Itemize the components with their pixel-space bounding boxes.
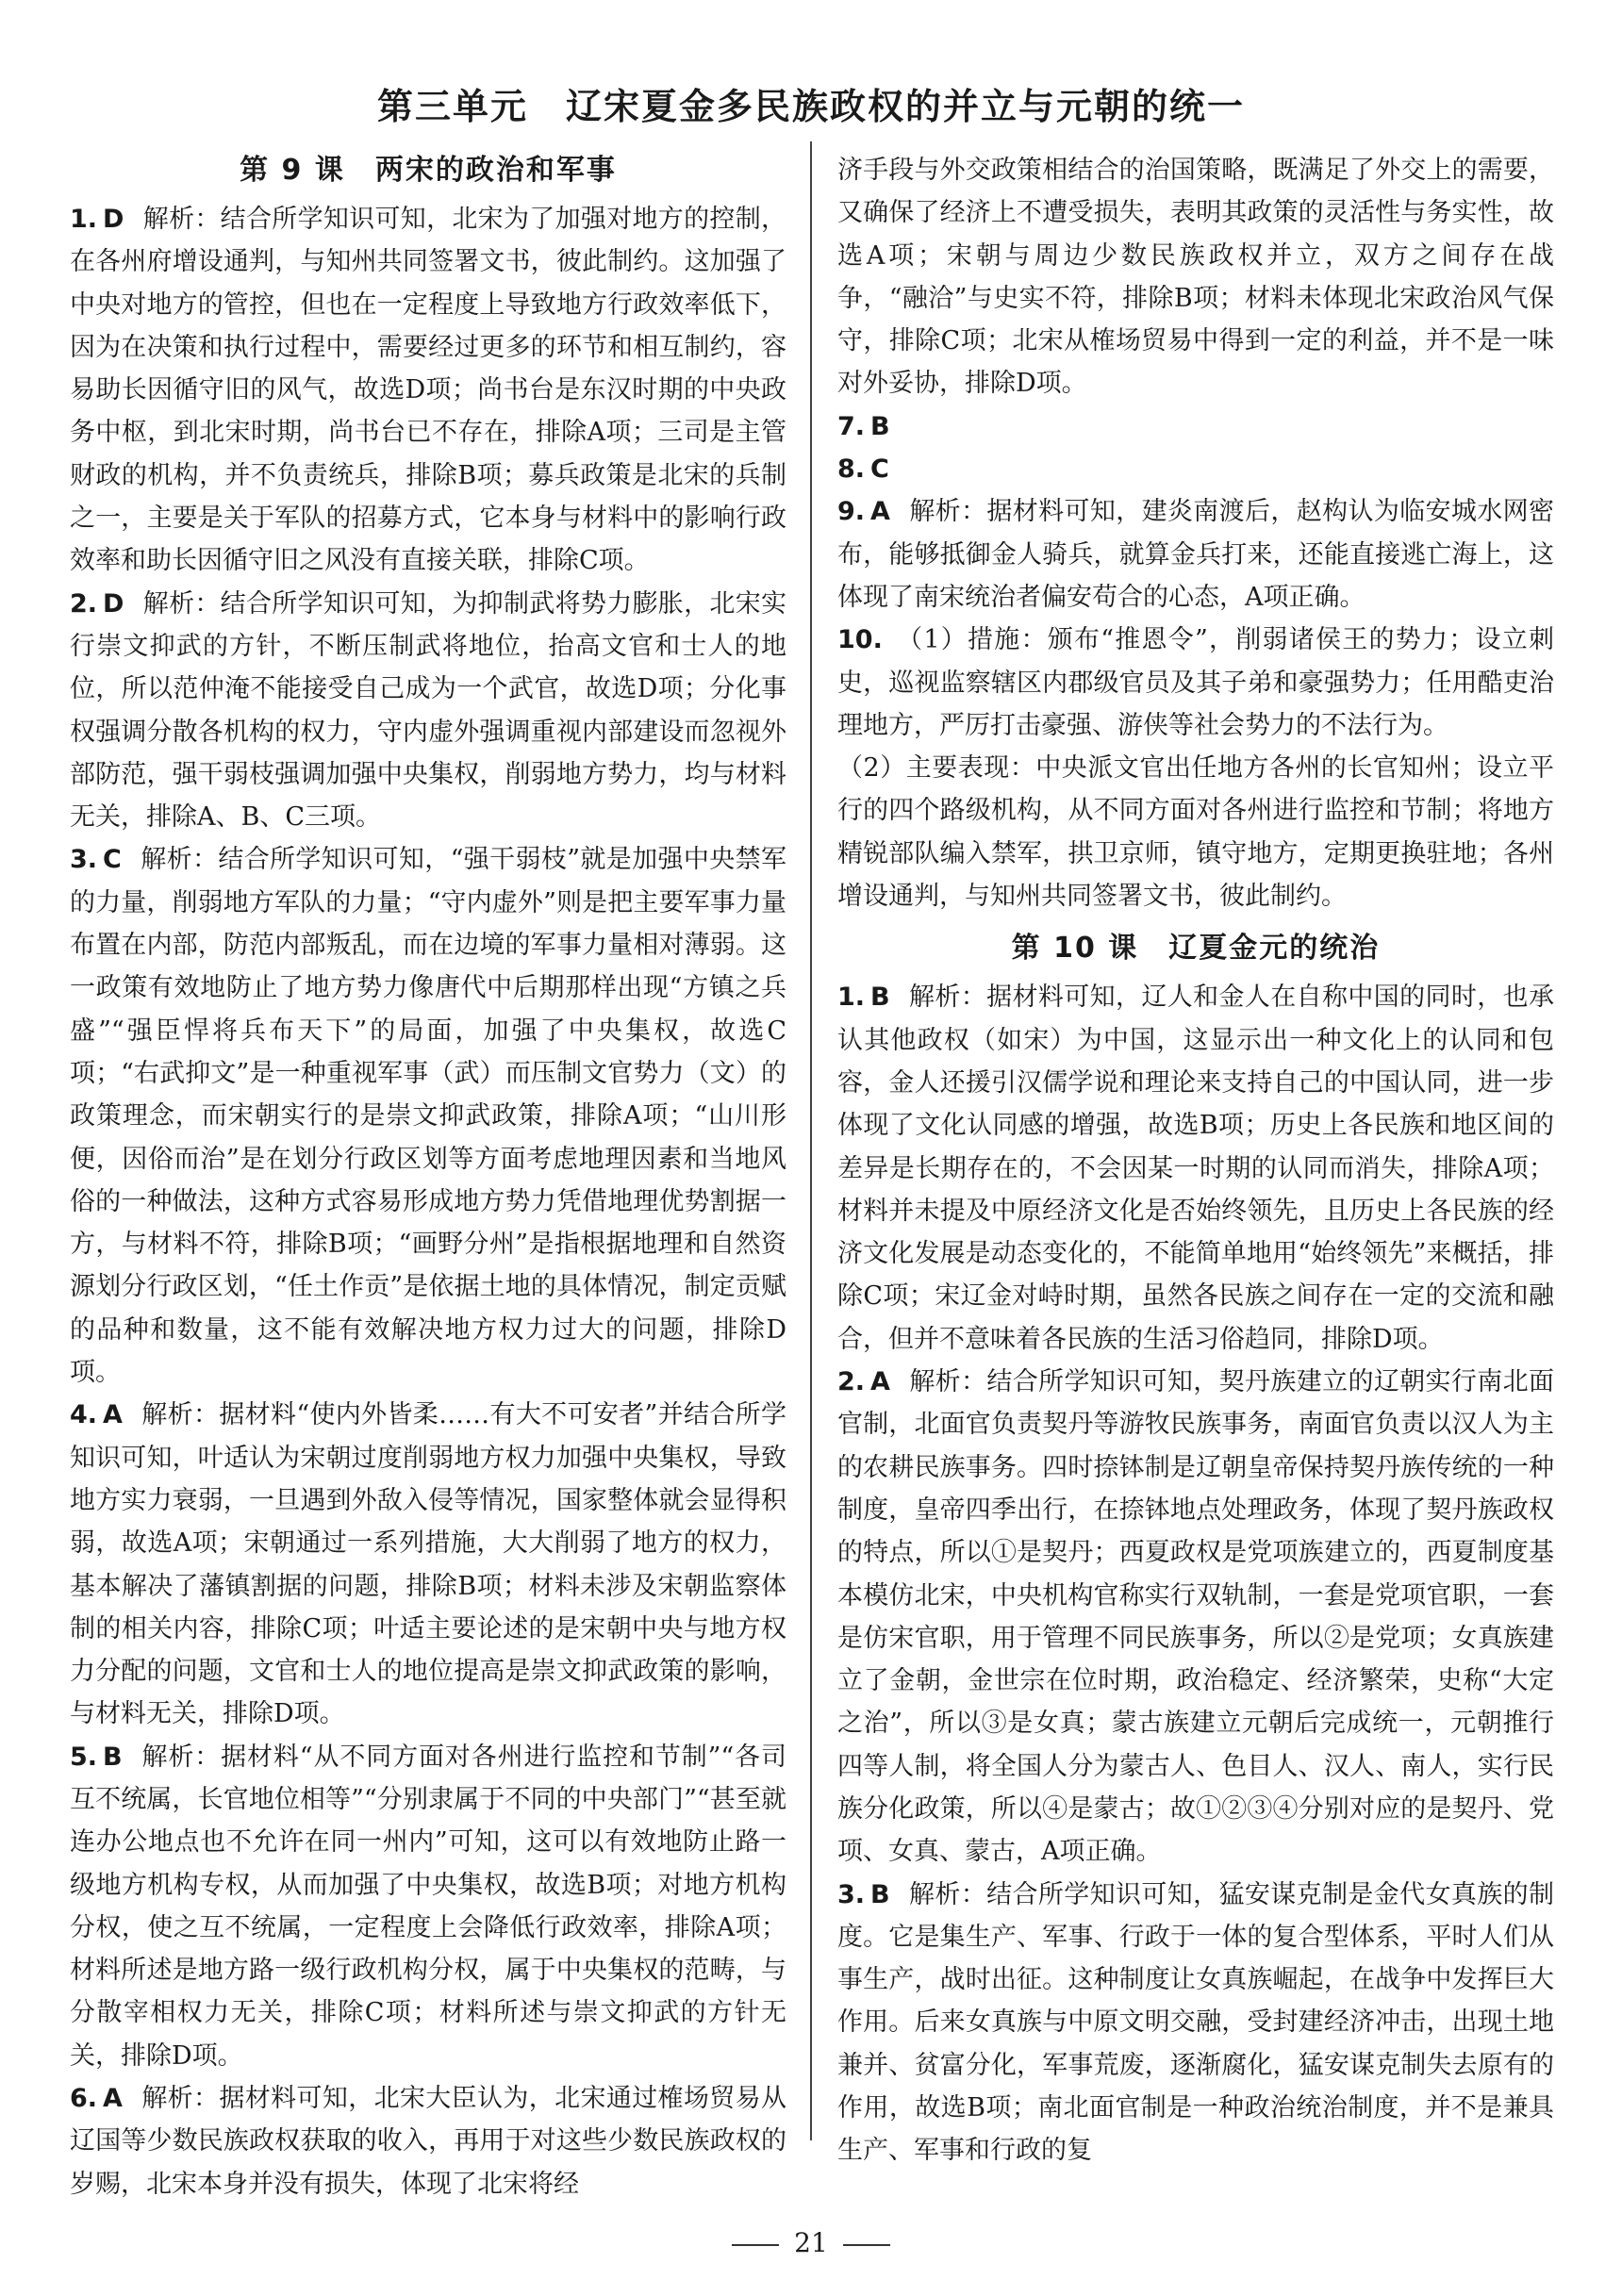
answer-item: 2. A 解析：结合所学知识可知，契丹族建立的辽朝实行南北面官制，北面官负责契丹等游牧民族事务，南面官负责以汉人为主的农耕民族事务。四时捺钵制是辽朝皇帝保持契丹族传统的一种制度，皇帝四季出行，在捺钵地点处理政务，体现了契丹族政权的特点，所以①是契丹；西夏政权是党项族建立的，西夏制度基本模仿北宋，中央机构官称实行双轨制，一套是党项官职，一套是仿宋官职，用于管理不同民族事务，所以②是党项；女真族建立了金朝，金世宗在位时期，政治稳定、经济繁荣，史称“大定之治”，所以③是女真；蒙古族建立元朝后完成统一，元朝推行四等人制，将全国人分为蒙古人、色目人、汉人、南人，实行民族分化政策，所以④是蒙古；故①②③④分别对应的是契丹、党项、女真、蒙古，A项正确。	[837, 1367, 1554, 1867]
unit-title: 第三单元 辽宋夏金多民族政权的并立与元朝的统一	[376, 86, 1245, 127]
left-column	[70, 149, 786, 2205]
answer-item-continuation: 济手段与外交政策相结合的治国策略，既满足了外交上的需要，又确保了经济上不遭受损失，表明其政策的灵活性与务实性，故选A项；宋朝与周边少数民族政权并立，双方之间存在战争，“融洽”与史实不符，排除B项；材料未体现北宋政治风气保守，排除C项；北宋从榷场贸易中得到一定的利益，并不是一味对外妥协，排除D项。	[837, 156, 1554, 399]
lesson-9-title: 第 9 课 两宋的政治和军事	[240, 154, 617, 187]
answer-item: 2. D 解析：结合所学知识可知，为抑制武将势力膨胀，北宋实行崇文抑武的方针，不断压制武将地位，抬高文官和士人的地位，所以范仲淹不能接受自己成为一个武官，故选D项；分化事权强调分散各机构的权力，守内虚外强调重视内部建设而忽视外部防范，强干弱枝强调加强中央集权，削弱地方势力，均与材料无关，排除A、B、C三项。	[70, 588, 786, 833]
answer-item: 7. B	[837, 411, 890, 441]
lesson-10-title: 第 10 课 辽夏金元的统治	[1011, 932, 1381, 966]
answer-item: 5. B 解析：据材料“从不同方面对各州进行监控和节制”“各司互不统属，长官地位相等”“分别隶属于不同的中央部门”“甚至就连办公地点也不允许在同一州内”可知，这可以有效地防止路一级地方机构专权，从而加强了中央集权，故选B项；对地方机构分权，使之互不统属，一定程度上会降低行政效率，排除A项；材料所述是地方路一级行政机构分权，属于中央集权的范畴，与分散宰相权力无关，排除C项；材料所述与崇文抑武的方针无关，排除D项。	[70, 1742, 786, 2071]
answer-item: 1. D 解析：结合所学知识可知，北宋为了加强对地方的控制，在各州府增设通判，与知州共同签署文书，彼此制约。这加强了中央对地方的管控，但也在一定程度上导致地方行政效率低下，因为在决策和执行过程中，需要经过更多的环节和相互制约，容易助长因循守旧的风气，故选D项；尚书台是东汉时期的中央政务中枢，到北宋时期，尚书台已不存在，排除A项；三司是主管财政的机构，并不负责统兵，排除B项；募兵政策是北宋的兵制之一，主要是关于军队的招募方式，它本身与材料中的影响行政效率和助长因循守旧之风没有直接关联，排除C项。	[70, 205, 786, 576]
page-number: 21	[0, 2227, 1622, 2258]
column-divider	[810, 141, 812, 2140]
answer-item: 10. （1）措施：颁布“推恩令”，削弱诸侯王的势力；设立刺史，巡视监察辖区内郡级官员及其子弟和豪强势力；任用酷吏治理地方，严厉打击豪强、游侠等社会势力的不法行为。	[837, 625, 1554, 740]
answer-item: 4. A 解析：据材料“使内外皆柔……有大不可安者”并结合所学知识可知，叶适认为宋朝过度削弱地方权力加强中央集权，导致地方实力衰弱，一旦遇到外敌入侵等情况，国家整体就会显得积弱，故选A项；宋朝通过一系列措施，大大削弱了地方的权力，基本解决了藩镇割据的问题，排除B项；材料未涉及宋朝监察体制的相关内容，排除C项；叶适主要论述的是宋朝中央与地方权力分配的问题，文官和士人的地位提高是崇文抑武政策的影响，与材料无关，排除D项。	[70, 1400, 786, 1729]
answer-item: 8. C	[837, 454, 889, 485]
answer-item: 3. C 解析：结合所学知识可知，“强干弱枝”就是加强中央禁军的力量，削弱地方军队的力量；“守内虚外”则是把主要军事力量布置在内部，防范内部叛乱，而在边境的军事力量相对薄弱。这一政策有效地防止了地方势力像唐代中后期那样出现“方镇之兵盛”“强臣悍将兵布天下”的局面，加强了中央集权，故选C项；“右武抑文”是一种重视军事（武）而压制文官势力（文）的政策理念，而宋朝实行的是崇文抑武政策，排除A项；“山川形便，因俗而治”是在划分行政区划等方面考虑地理因素和当地风俗的一种做法，这种方式容易形成地方势力凭借地理优势割据一方，与材料不符，排除B项；“画野分州”是指根据地理和自然资源划分行政区划，“任土作贡”是依据土地的具体情况，制定贡赋的品种和数量，这不能有效解决地方权力过大的问题，排除D项。	[70, 845, 786, 1388]
answer-item: 3. B 解析：结合所学知识可知，猛安谋克制是金代女真族的制度。它是集生产、军事、行政于一体的复合型体系，平时人们从事生产，战时出征。这种制度让女真族崛起，在战争中发挥巨大作用。后来女真族与中原文明交融，受封建经济冲击，出现土地兼并、贫富分化，军事荒废，逐渐腐化，猛安谋克制失去原有的作用，故选B项；南北面官制是一种政治统治制度，并不是兼具生产、军事和行政的复	[837, 1879, 1554, 2166]
answer-item-continued: 6. A 解析：据材料可知，北宋大臣认为，北宋通过榷场贸易从辽国等少数民族政权获取的收入，再用于对这些少数民族政权的岁赐，北宋本身并没有损失，体现了北宋将经	[70, 2084, 786, 2199]
answer-item: 1. B 解析：据材料可知，辽人和金人在自称中国的同时，也承认其他政权（如宋）为中国，这显示出一种文化上的认同和包容，金人还援引汉儒学说和理论来支持自己的中国认同，进一步体现了文化认同感的增强，故选B项；历史上各民族和地区间的差异是长期存在的，不会因某一时期的认同而消失，排除A项；材料并未提及中原经济文化是否始终领先，且历史上各民族的经济文化发展是动态变化的，不能简单地用“始终领先”来概括，排除C项；宋辽金对峙时期，虽然各民族之间存在一定的交流和融合，但并不意味着各民族的生活习俗趋同，排除D项。	[837, 983, 1554, 1354]
right-column	[837, 149, 1554, 2172]
answer-item: 9. A 解析：据材料可知，建炎南渡后，赵构认为临安城水网密布，能够抵御金人骑兵，就算金兵打来，还能直接逃亡海上，这体现了南宋统治者偏安苟合的心态，A项正确。	[837, 497, 1554, 612]
answer-item-part2: （2）主要表现：中央派文官出任地方各州的长官知州；设立平行的四个路级机构，从不同方面对各州进行监控和节制；将地方精锐部队编入禁军，拱卫京师，镇守地方，定期更换驻地；各州增设通判，与知州共同签署文书，彼此制约。	[837, 753, 1554, 912]
